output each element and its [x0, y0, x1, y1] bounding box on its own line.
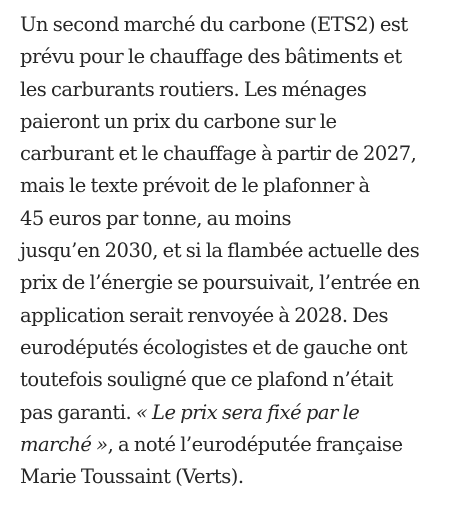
line-text: , a noté l’eurodéputée française: [107, 432, 403, 456]
line-text: prix de l’énergie se poursuivait, l’entrée en: [20, 271, 420, 295]
line-text: pas garanti.: [20, 400, 136, 424]
paragraph-line: [20, 332, 445, 364]
line-text: prévu pour le chauffage des bâtiments et: [20, 45, 402, 69]
paragraph-line: [20, 235, 445, 267]
line-text: eurodéputés écologistes et de gauche ont: [20, 335, 408, 359]
paragraph-line: [20, 397, 445, 429]
line-text: les carburants routiers. Les ménages: [20, 77, 367, 101]
paragraph-line: [20, 106, 445, 138]
paragraph-line: [20, 41, 445, 73]
paragraph-line: [20, 9, 445, 41]
line-text: paieront un prix du carbone sur le: [20, 109, 337, 133]
line-text: jusqu’en 2030, et si la flambée actuelle des: [20, 239, 420, 263]
line-text: 45 euros par tonne, au moins: [20, 206, 292, 230]
paragraph-line: [20, 138, 445, 170]
paragraph-line: [20, 203, 445, 235]
paragraph-line: [20, 429, 445, 461]
paragraph-line: [20, 364, 445, 396]
line-text: Un second marché du carbone (ETS2) est: [20, 13, 408, 36]
paragraph-line: [20, 267, 445, 299]
article-paragraph: [20, 9, 445, 493]
line-text: toutefois souligné que ce plafond n’était: [20, 368, 393, 392]
line-text: application serait renvoyée à 2028. Des: [20, 303, 388, 327]
quote-text: « Le prix sera fixé par le: [135, 400, 360, 424]
paragraph-line: [20, 300, 445, 332]
line-text: Marie Toussaint (Verts).: [20, 465, 244, 489]
line-text: carburant et le chauffage à partir de 2027,: [20, 142, 417, 166]
paragraph-line: [20, 170, 445, 202]
quote-text: marché »: [20, 432, 108, 456]
paragraph-line: [20, 461, 445, 493]
paragraph-line: [20, 74, 445, 106]
line-text: mais le texte prévoit de le plafonner à: [20, 174, 370, 198]
